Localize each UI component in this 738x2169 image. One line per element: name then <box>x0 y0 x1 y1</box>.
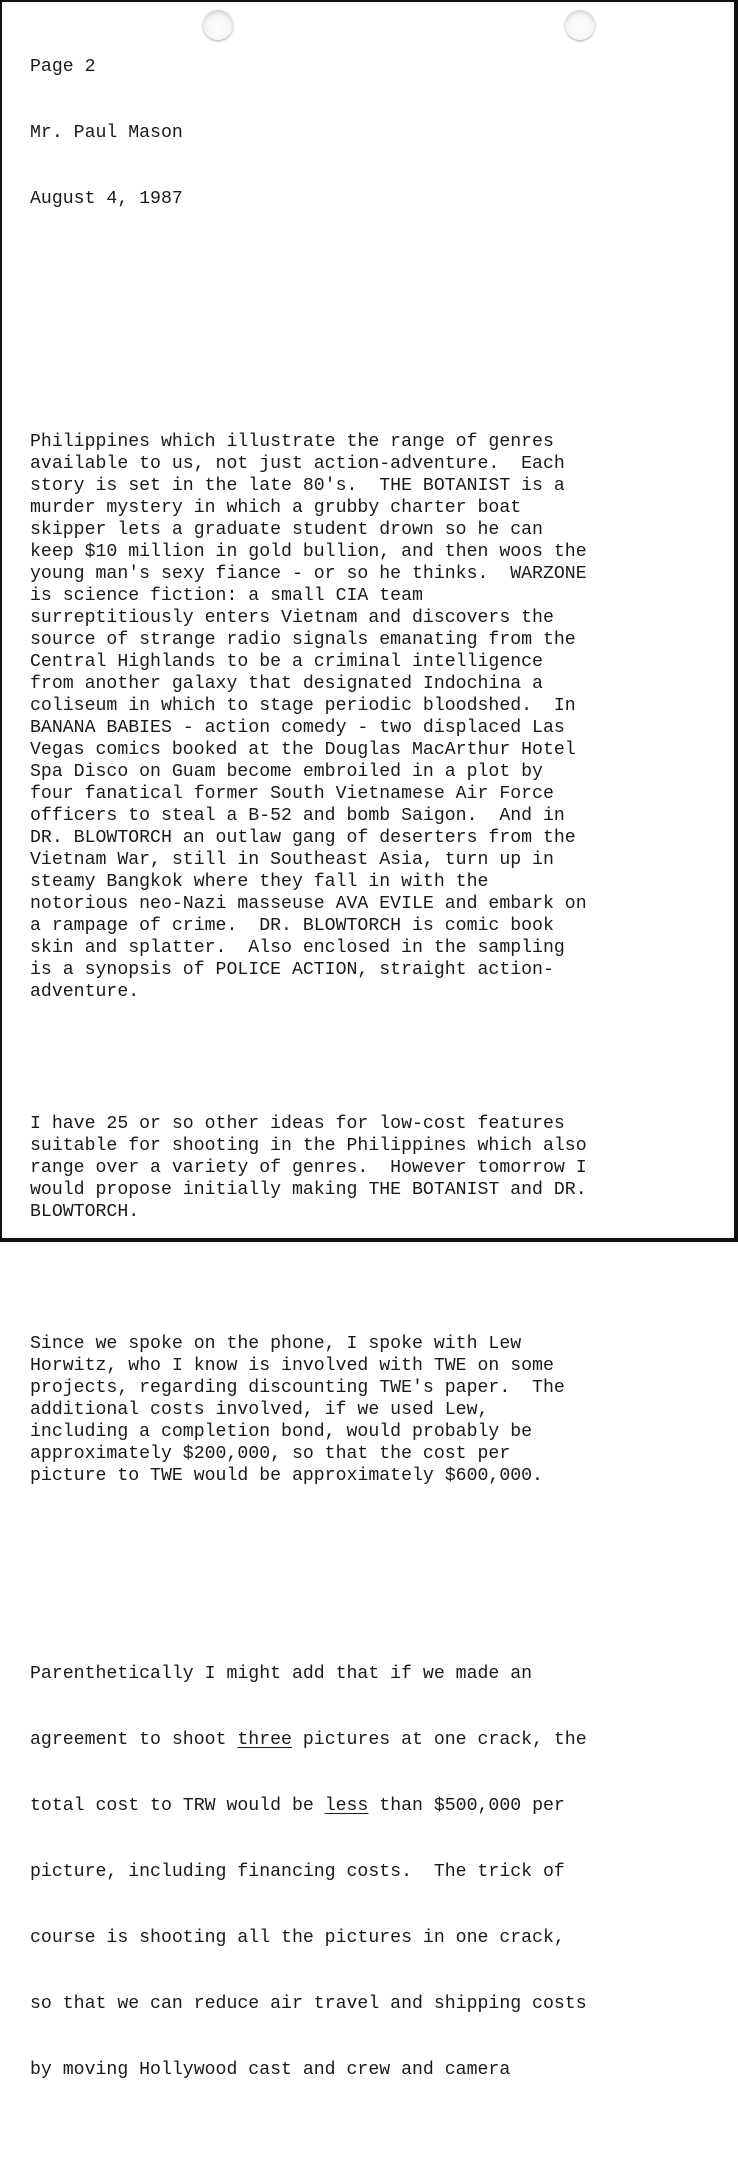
text-line: by moving Hollywood cast and crew and camera <box>30 2060 511 2080</box>
text-line <box>30 1729 730 1751</box>
text-line: Philippines which illustrate the range of genres <box>30 432 554 452</box>
text-segment: total cost to TRW would be <box>30 1796 325 1816</box>
text-line: adventure. <box>30 982 140 1002</box>
text-line: young man's sexy fiance - or so he thinks. WARZONE <box>30 564 587 584</box>
letter-date: August 4, 1987 <box>30 189 183 209</box>
text-line: suitable for shooting in the Philippines which also <box>30 1136 587 1156</box>
text-segment: pictures at one crack, the <box>291 1730 587 1750</box>
text-line: source of strange radio signals emanating from the <box>30 630 576 650</box>
paragraph-parenthetical <box>30 1619 730 2125</box>
text-line: coliseum in which to stage periodic bloodshed. In <box>30 696 576 716</box>
text-line: projects, regarding discounting TWE's paper. The <box>30 1378 565 1398</box>
text-line: would propose initially making THE BOTANIST and DR. <box>30 1180 587 1200</box>
text-line: course is shooting all the pictures in one crack, <box>30 1928 565 1948</box>
text-line: a rampage of crime. DR. BLOWTORCH is comic book <box>30 916 554 936</box>
text-line: is science fiction: a small CIA team <box>30 586 423 606</box>
paragraph-ideas <box>30 1113 730 1223</box>
text-line: available to us, not just action-adventure. Each <box>30 454 565 474</box>
letter-body <box>30 12 730 2169</box>
text-segment: agreement to shoot <box>30 1730 238 1750</box>
text-line: Vegas comics booked at the Douglas MacArthur Hotel <box>30 740 576 760</box>
text-line: four fanatical former South Vietnamese Air Force <box>30 784 554 804</box>
text-line: I have 25 or so other ideas for low-cost features <box>30 1114 565 1134</box>
text-line: skin and splatter. Also enclosed in the sampling <box>30 938 565 958</box>
text-line: surreptitiously enters Vietnam and discovers the <box>30 608 554 628</box>
text-line: DR. BLOWTORCH an outlaw gang of deserters from the <box>30 828 576 848</box>
paragraph-genres <box>30 431 730 1003</box>
text-line: from another galaxy that designated Indochina a <box>30 674 543 694</box>
page-label: Page 2 <box>30 57 96 77</box>
text-line: Central Highlands to be a criminal intelligence <box>30 652 543 672</box>
text-line: picture to TWE would be approximately $600,000. <box>30 1466 543 1486</box>
text-line: notorious neo-Nazi masseuse AVA EVILE and embark on <box>30 894 587 914</box>
text-line: murder mystery in which a grubby charter boat <box>30 498 522 518</box>
text-line: Spa Disco on Guam become embroiled in a plot by <box>30 762 543 782</box>
text-line: Parenthetically I might add that if we made an <box>30 1664 533 1684</box>
recipient-name: Mr. Paul Mason <box>30 123 183 143</box>
text-line: so that we can reduce air travel and shipping costs <box>30 1994 587 2014</box>
text-line: picture, including financing costs. The trick of <box>30 1862 565 1882</box>
text-line: keep $10 million in gold bullion, and then woos the <box>30 542 587 562</box>
text-line: range over a variety of genres. However tomorrow I <box>30 1158 587 1178</box>
text-line: BANANA BABIES - action comedy - two displaced Las <box>30 718 565 738</box>
text-line: BLOWTORCH. <box>30 1202 140 1222</box>
text-line <box>30 1795 730 1817</box>
underlined-word-less: less <box>324 1796 369 1816</box>
text-line: story is set in the late 80's. THE BOTANIST is a <box>30 476 565 496</box>
text-line: Horwitz, who I know is involved with TWE on some <box>30 1356 554 1376</box>
text-line: Vietnam War, still in Southeast Asia, turn up in <box>30 850 554 870</box>
text-line: is a synopsis of POLICE ACTION, straight action- <box>30 960 554 980</box>
text-line: officers to steal a B-52 and bomb Saigon. And in <box>30 806 565 826</box>
text-line: additional costs involved, if we used Lew, <box>30 1400 489 1420</box>
text-line: including a completion bond, would probably be <box>30 1422 533 1442</box>
text-line: skipper lets a graduate student drown so he can <box>30 520 543 540</box>
text-line: Since we spoke on the phone, I spoke with Lew <box>30 1334 522 1354</box>
underlined-word-three: three <box>237 1730 292 1750</box>
text-segment: than $500,000 per <box>368 1796 565 1816</box>
text-line: steamy Bangkok where they fall in with the <box>30 872 489 892</box>
text-line: approximately $200,000, so that the cost per <box>30 1444 511 1464</box>
paragraph-costs <box>30 1333 730 1487</box>
